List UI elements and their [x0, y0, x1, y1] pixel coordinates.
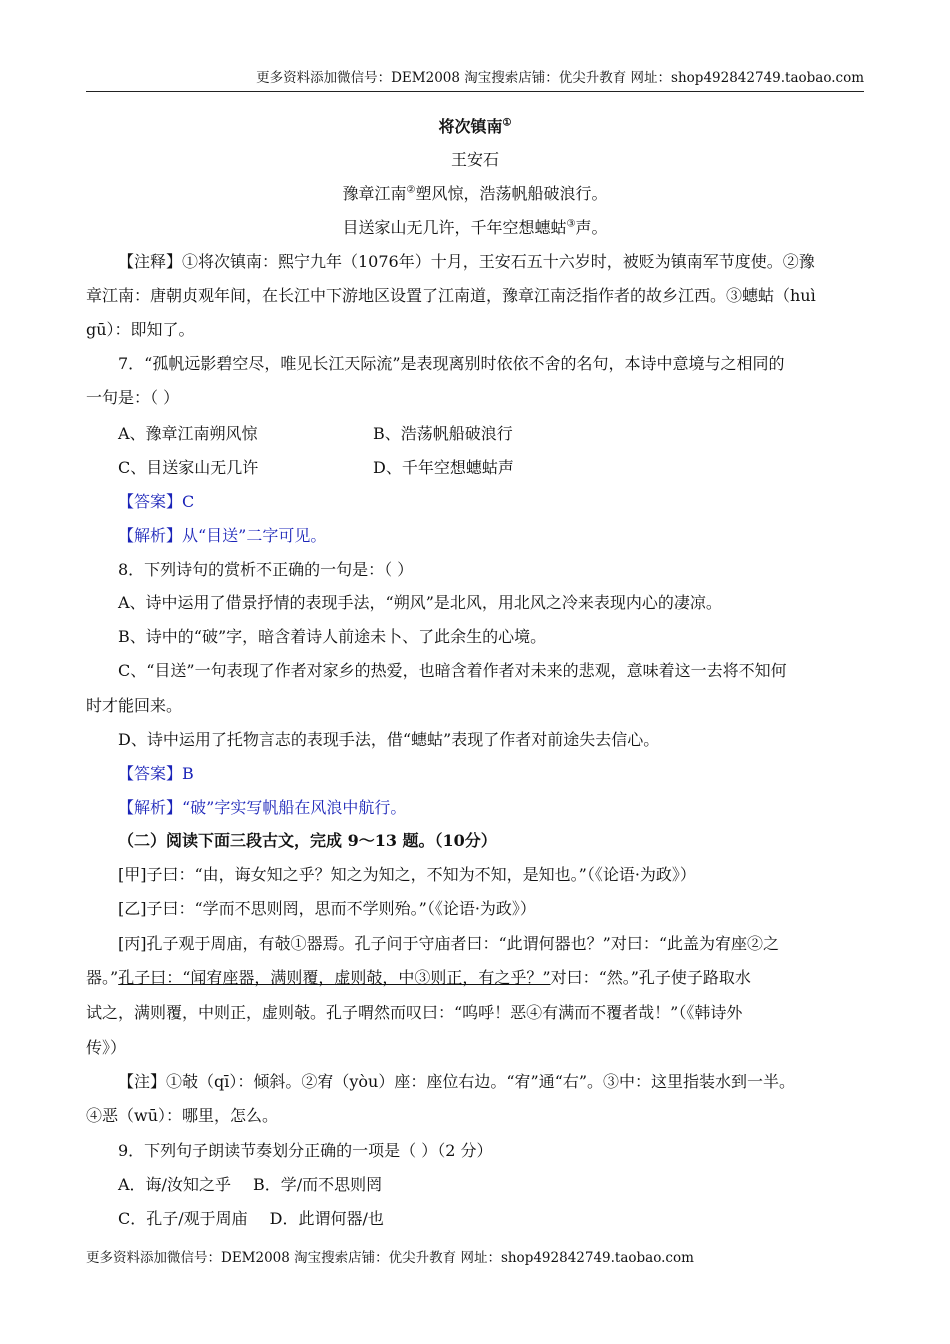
- passage-bing: 器。”孔子曰：“闻宥座器，满则覆，虚则攲，中③则正，有之乎？”对曰：“然。”孔子使子路取水: [86, 968, 751, 987]
- option-a: A、豫章江南朔风惊: [118, 424, 258, 443]
- question-7-options-row: [86, 457, 864, 479]
- option-c: C、目送家山无几许: [118, 458, 259, 477]
- option-c: 时才能回来。: [86, 696, 183, 715]
- passage-bing: 传》）: [86, 1038, 127, 1057]
- question-7-options-row: [86, 423, 864, 445]
- passage-yi: [乙]子曰：“学而不思则罔，思而不学则殆。”（《论语·为政》）: [118, 899, 536, 918]
- question-7-answer: 【答案】C: [118, 492, 195, 511]
- option-d: D．此谓何器/也: [269, 1209, 384, 1228]
- poem-notes: 章江南：唐朝贞观年间，在长江中下游地区设置了江南道，豫章江南泛指作者的故乡江西。③蟪蛄（huì: [86, 286, 816, 305]
- option-d: D、诗中运用了托物言志的表现手法，借“蟪蛄”表现了作者对前途失去信心。: [118, 730, 660, 749]
- passage-bing: [丙]孔子观于周庙，有攲①器焉。孔子问于守庙者曰：“此谓何器也？”对曰：“此盖为宥座②之: [118, 934, 780, 953]
- question-7-stem: 一句是：（ ）: [86, 388, 180, 407]
- question-7-stem: 7．“孤帆远影碧空尽，唯见长江天际流”是表现离别时依依不舍的名句，本诗中意境与之相同的: [118, 354, 785, 373]
- question-9-stem: 9．下列句子朗读节奏划分正确的一项是（ ）（2 分）: [118, 1141, 493, 1160]
- underlined-sentence: 孔子曰：“闻宥座器，满则覆，虚则攲，中③则正，有之乎？”: [118, 968, 551, 987]
- option-b: B、浩荡帆船破浪行: [373, 424, 513, 443]
- poem-line-2: 目送家山无几许，千年空想蟪蛄③声。: [342, 218, 608, 237]
- option-a: A．诲/汝知之乎: [118, 1175, 231, 1194]
- question-9-options-row: [86, 1174, 864, 1196]
- poem-notes: 【注释】①将次镇南：熙宁九年（1076年）十月，王安石五十六岁时，被贬为镇南军节度使。②豫: [118, 252, 815, 271]
- passage-notes: ④恶（wū）：哪里，怎么。: [86, 1106, 279, 1125]
- poem-notes: gū）：即知了。: [86, 320, 195, 339]
- question-8-analysis: 【解析】“破”字实写帆船在风浪中航行。: [118, 798, 407, 817]
- page-footer: 更多资料添加微信号：DEM2008 淘宝搜索店铺：优尖升教育 网址：shop492842749.taobao.com: [86, 1250, 694, 1266]
- option-c: C．孔子/观于周庙: [118, 1209, 248, 1228]
- option-c: C、“目送”一句表现了作者对家乡的热爱，也暗含着作者对未来的悲观，意味着这一去将不知何: [118, 661, 787, 680]
- passage-bing: 试之，满则覆，中则正，虚则攲。孔子喟然而叹曰：“呜呼！恶④有满而不覆者哉！”（《韩诗外: [86, 1003, 743, 1022]
- passage-notes: 【注】①攲（qī）：倾斜。②宥（yòu）座：座位右边。“宥”通“右”。③中：这里指装水到一半。: [118, 1072, 796, 1091]
- section-heading: （二）阅读下面三段古文，完成 9～13 题。（10分）: [118, 831, 497, 850]
- passage-jia: [甲]子曰：“由，诲女知之乎？知之为知之，不知为不知，是知也。”（《论语·为政》）: [118, 865, 696, 884]
- option-d: D、千年空想蟪蛄声: [373, 458, 514, 477]
- option-b: B、诗中的“破”字，暗含着诗人前途未卜、了此余生的心境。: [118, 627, 547, 646]
- question-7-analysis: 【解析】从“目送”二字可见。: [118, 526, 327, 545]
- question-9-options-row: [86, 1208, 864, 1230]
- option-a: A、诗中运用了借景抒情的表现手法，“朔风”是北风，用北风之冷来表现内心的凄凉。: [118, 593, 722, 612]
- poem-author: 王安石: [450, 150, 499, 169]
- option-b: B．学/而不思则罔: [252, 1175, 383, 1194]
- page-header: 更多资料添加微信号：DEM2008 淘宝搜索店铺：优尖升教育 网址：shop492842749.taobao.com: [86, 66, 864, 92]
- poem-title: 将次镇南①: [438, 117, 512, 136]
- question-8-stem: 8．下列诗句的赏析不正确的一句是：（ ）: [118, 560, 414, 579]
- question-8-answer: 【答案】B: [118, 764, 194, 783]
- poem-line-1: 豫章江南②塑风惊，浩荡帆船破浪行。: [342, 184, 608, 203]
